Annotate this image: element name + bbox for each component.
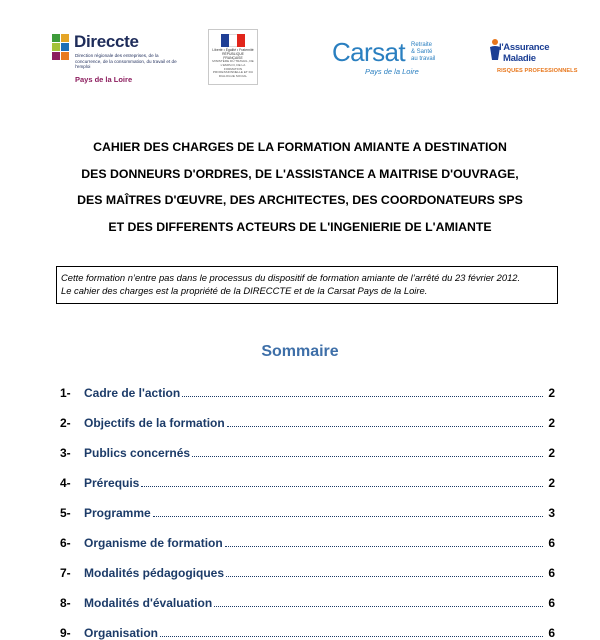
toc-number: 1-	[60, 386, 71, 400]
toc-number: 6-	[60, 536, 71, 550]
toc-number: 3-	[60, 446, 71, 460]
ministry-label: MINISTÈRE DU TRAVAIL, DE L'EMPLOI, DE LA FORMATION PROFESSIONNELLE ET DU DIALOGUE SOCIAL	[212, 59, 254, 79]
logo-square	[52, 52, 60, 60]
toc-label: Objectifs de la formation	[84, 416, 225, 430]
title-line-1: CAHIER DES CHARGES DE LA FORMATION AMIANTE A DESTINATION	[93, 140, 507, 154]
carsat-tagline-1: Retraite	[411, 42, 433, 48]
ameli-line-1: l'Assurance	[499, 42, 550, 53]
title-line-4: ET DES DIFFERENTS ACTEURS DE L'INGENIERIE DE L'AMIANTE	[108, 219, 492, 234]
toc-item[interactable]	[60, 400, 555, 430]
toc-page: 6	[548, 626, 555, 640]
french-flag-icon	[221, 34, 245, 47]
toc-leader	[226, 576, 543, 577]
toc-label: Modalités d'évaluation	[84, 596, 213, 610]
notice-line-2: Le cahier des charges est la propriété de la DIRECCTE et de la Carsat Pays de la Loire.	[61, 285, 428, 296]
toc-page: 2	[548, 446, 555, 460]
toc-number: 8-	[60, 596, 71, 610]
carsat-tagline	[411, 42, 451, 64]
toc-leader	[182, 396, 543, 397]
toc-number: 5-	[60, 506, 71, 520]
logo-square	[61, 34, 69, 42]
toc-leader	[160, 636, 543, 637]
carsat-region: Pays de la Loire	[365, 67, 419, 76]
toc-item[interactable]	[60, 460, 555, 490]
carsat-logo	[332, 38, 447, 78]
title-line-2: DES DONNEURS D'ORDRES, DE L'ASSISTANCE A MAITRISE D'OUVRAGE,	[81, 166, 519, 181]
logo-square	[52, 43, 60, 51]
toc-page: 2	[548, 386, 555, 400]
toc-number: 9-	[60, 626, 71, 640]
carsat-name: Carsat	[332, 37, 405, 67]
carsat-tagline-3: au travail	[411, 56, 436, 63]
ameli-line-2: Maladie	[503, 53, 536, 64]
toc-item[interactable]	[60, 370, 555, 400]
logo-square	[61, 52, 69, 60]
toc-page: 6	[548, 596, 555, 610]
toc-number: 7-	[60, 566, 71, 580]
toc-item[interactable]	[60, 430, 555, 460]
ministry-logo	[208, 29, 258, 85]
logo-bar	[0, 28, 600, 88]
toc-leader	[227, 426, 543, 427]
toc-label: Organisation	[84, 626, 159, 640]
toc-item[interactable]	[60, 550, 555, 580]
toc-label: Cadre de l'action	[84, 386, 181, 400]
toc-item[interactable]	[60, 580, 555, 610]
ameli-risk-label: RISQUES PROFESSIONNELS	[497, 68, 578, 74]
toc-leader	[192, 456, 543, 457]
notice-line-1: Cette formation n’entre pas dans le processus du dispositif de formation amiante de l’arrêté du 23 février 2012.	[61, 272, 521, 283]
toc-label: Prérequis	[84, 476, 140, 490]
document-title	[40, 134, 560, 240]
summary-heading: Sommaire	[261, 343, 339, 360]
direccte-region: Pays de la Loire	[75, 75, 133, 84]
notice-box	[56, 266, 558, 304]
toc-page: 6	[548, 536, 555, 550]
title-line-3: DES MAÎTRES D'ŒUVRE, DES ARCHITECTES, DES COORDONATEURS SPS	[77, 193, 523, 207]
toc-number: 4-	[60, 476, 71, 490]
toc-page: 2	[548, 416, 555, 430]
toc-leader	[225, 546, 543, 547]
republic-label: Liberté • Égalité • Fraternité RÉPUBLIQUE FRANÇAISE	[212, 48, 254, 60]
logo-square	[52, 34, 60, 42]
toc-leader	[153, 516, 543, 517]
toc-leader	[141, 486, 543, 487]
toc-label: Organisme de formation	[84, 536, 223, 550]
toc-item[interactable]	[60, 490, 555, 520]
assurance-maladie-logo	[483, 34, 578, 82]
toc-label: Modalités pédagogiques	[84, 566, 225, 580]
direccte-logo	[52, 32, 182, 88]
toc-item[interactable]	[60, 610, 555, 640]
toc-label: Programme	[84, 506, 151, 520]
toc-page: 3	[548, 506, 555, 520]
toc-item[interactable]	[60, 520, 555, 550]
toc-number: 2-	[60, 416, 71, 430]
table-of-contents	[60, 370, 555, 640]
toc-leader	[214, 606, 543, 607]
direccte-subtitle: Direction régionale des entreprises, de la concurrence, de la consommation, du travail et de l'emploi	[75, 53, 177, 70]
carsat-tagline-2: & Santé	[411, 49, 433, 56]
toc-label: Publics concernés	[84, 446, 191, 460]
direccte-name: Direccte	[74, 32, 139, 51]
toc-page: 2	[548, 476, 555, 490]
toc-page: 6	[548, 566, 555, 580]
logo-square	[61, 43, 69, 51]
